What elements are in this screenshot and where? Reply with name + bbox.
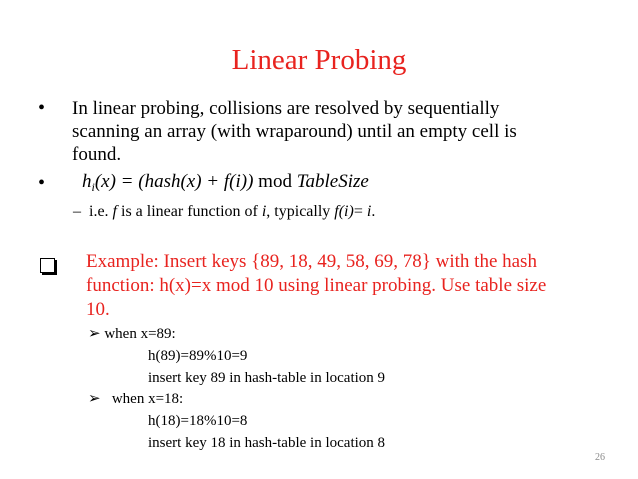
example-text — [86, 250, 546, 322]
step2-label — [88, 389, 183, 410]
example-line: 10. — [86, 299, 110, 320]
arrow-bullet-icon: ➢ — [88, 326, 101, 342]
bullet-icon: • — [38, 172, 46, 194]
step2-text: when x=18: — [111, 391, 184, 407]
checkbox-bullet-icon — [40, 258, 55, 273]
sub-bullet-fi: f(i) — [334, 203, 354, 220]
sub-bullet-dash: – — [73, 203, 81, 220]
bullet1-text — [72, 97, 517, 166]
sub-bullet-text: is a linear function of — [117, 203, 262, 220]
sub-bullet-text: . — [371, 203, 376, 220]
formula-body: (x) = (hash(x) + f(i)) — [94, 171, 254, 192]
step2-insert: insert key 18 in hash-table in location 8 — [148, 435, 386, 451]
formula-h: h — [82, 171, 92, 192]
hash-formula — [82, 171, 369, 195]
bullet-icon: • — [38, 97, 46, 119]
example-line: function: h(x)=x mod 10 using linear probing. Use table size — [86, 275, 547, 296]
step1-insert: insert key 89 in hash-table in location 9 — [148, 370, 386, 386]
step2-hash: h(18)=18%10=8 — [148, 413, 248, 429]
formula-mod: mod — [253, 171, 297, 192]
bullet1-line: found. — [72, 144, 122, 165]
example-line: Example: Insert keys {89, 18, 49, 58, 69, 78} with the hash — [86, 251, 537, 272]
step1-text: when x=89: — [104, 326, 176, 342]
slide-title: Linear Probing — [231, 44, 407, 76]
sub-bullet-text: = — [353, 203, 367, 220]
step1-label — [88, 324, 176, 345]
sub-bullet-text: i.e. — [89, 203, 113, 220]
formula-tablesize: TableSize — [296, 171, 369, 192]
sub-bullet-f: f — [112, 203, 117, 220]
bullet1-line: scanning an array (with wraparound) until an empty cell is — [72, 121, 517, 142]
step1-hash: h(89)=89%10=9 — [148, 348, 248, 364]
page-number: 26 — [595, 452, 605, 463]
formula-subscript: i — [91, 180, 95, 194]
arrow-bullet-icon: ➢ — [88, 391, 101, 407]
sub-bullet — [73, 203, 375, 221]
sub-bullet-text: , typically — [266, 203, 335, 220]
sub-bullet-i: i — [261, 203, 267, 220]
sub-bullet-i: i — [366, 203, 372, 220]
bullet1-line: In linear probing, collisions are resolved by sequentially — [72, 98, 500, 119]
